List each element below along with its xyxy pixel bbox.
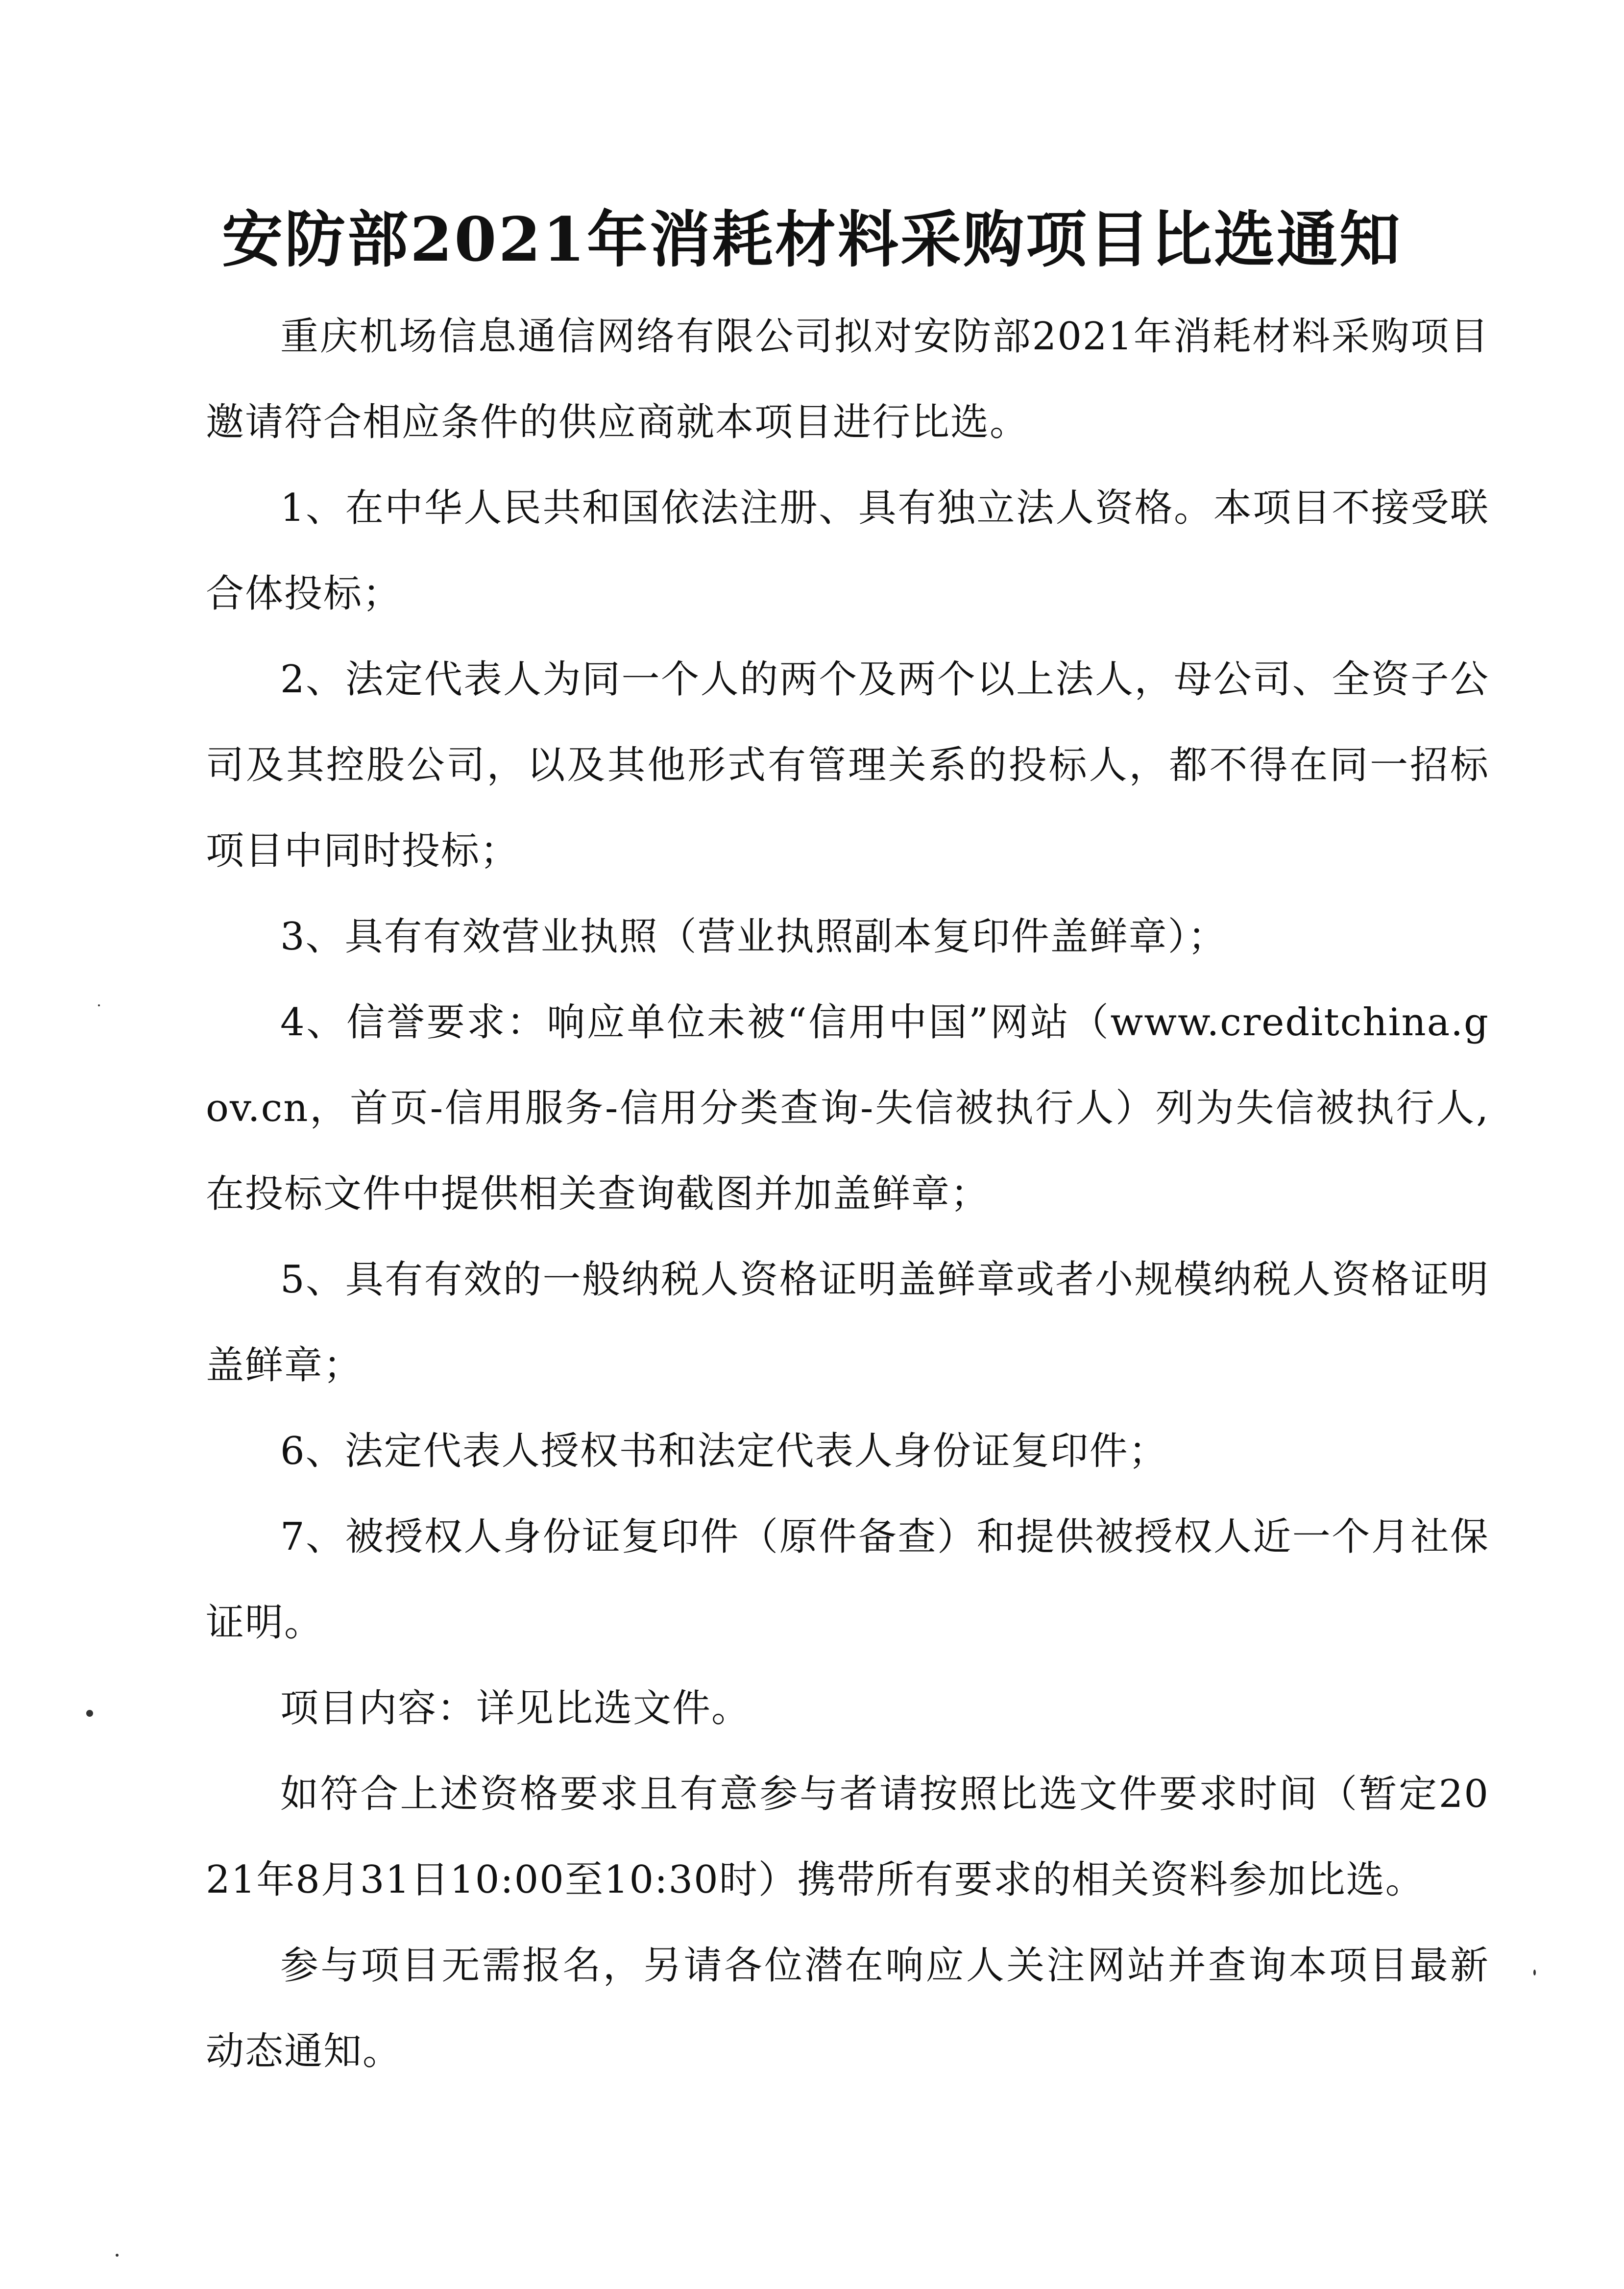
scan-speck — [86, 1710, 93, 1717]
requirement-4: 4、信誉要求：响应单位未被“信用中国”网站（www.creditchina.gov.cn，首页-信用服务-信用分类查询-失信被执行人）列为失信被执行人,在投标文件中提供相关查询截图并加盖鲜章； — [206, 1000, 1489, 1216]
requirement-5: 5、具有有效的一般纳税人资格证明盖鲜章或者小规模纳税人资格证明盖鲜章； — [206, 1258, 1489, 1388]
project-content-paragraph: 项目内容：详见比选文件。 — [280, 1686, 751, 1730]
scan-speck — [1533, 1970, 1536, 1975]
document-title: 安防部2021年消耗材料采购项目比选通知 — [221, 204, 1403, 275]
scan-speck — [98, 1004, 100, 1006]
document-body — [206, 294, 1489, 2094]
requirement-1: 1、在中华人民共和国依法注册、具有独立法人资格。本项目不接受联合体投标； — [206, 486, 1489, 616]
schedule-paragraph: 如符合上述资格要求且有意参与者请按照比选文件要求时间（暂定2021年8月31日10:00至10:30时）携带所有要求的相关资料参加比选。 — [206, 1772, 1489, 1902]
intro-paragraph: 重庆机场信息通信网络有限公司拟对安防部2021年消耗材料采购项目邀请符合相应条件的供应商就本项目进行比选。 — [206, 315, 1489, 444]
requirement-2: 2、法定代表人为同一个人的两个及两个以上法人，母公司、全资子公司及其控股公司，以及其他形式有管理关系的投标人，都不得在同一招标项目中同时投标； — [206, 657, 1489, 873]
requirement-3: 3、具有有效营业执照（营业执照副本复印件盖鲜章）； — [280, 915, 1227, 959]
scan-speck — [116, 2254, 119, 2257]
requirement-6: 6、法定代表人授权书和法定代表人身份证复印件； — [280, 1429, 1168, 1473]
requirement-7: 7、被授权人身份证复印件（原件备查）和提供被授权人近一个月社保证明。 — [206, 1515, 1489, 1645]
notice-paragraph: 参与项目无需报名，另请各位潜在响应人关注网站并查询本项目最新动态通知。 — [206, 1944, 1489, 2073]
